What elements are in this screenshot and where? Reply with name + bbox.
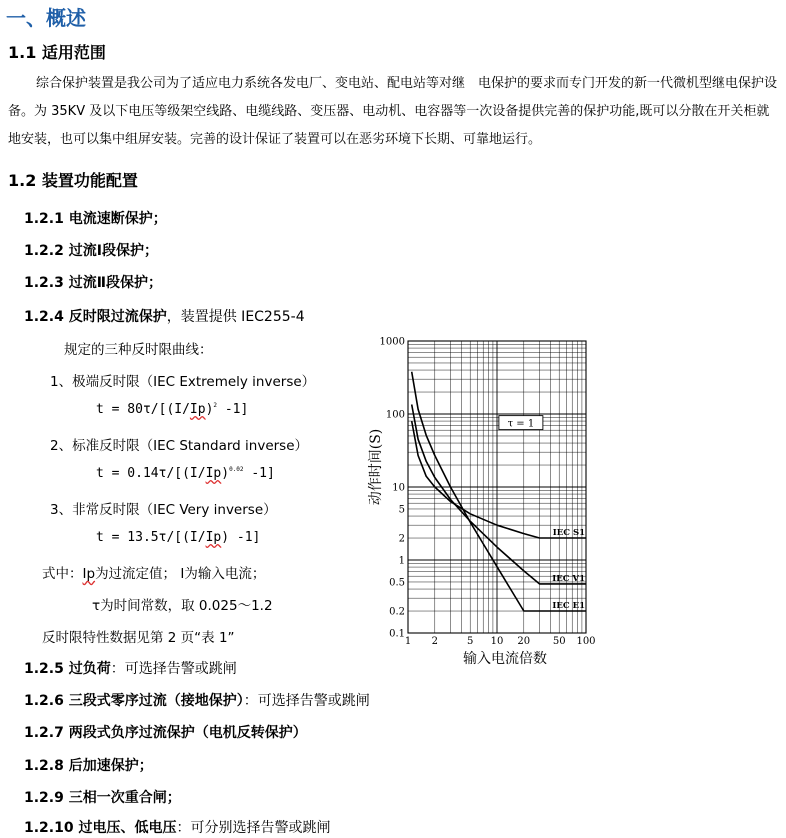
series-label: IEC V1	[552, 573, 585, 584]
y-tick-label: 0.5	[389, 577, 405, 589]
item-1-2-5: 1.2.5 过负荷：可选择告警或跳闸	[24, 661, 237, 677]
inverse-time-chart	[358, 330, 598, 670]
y-tick-label: 0.2	[389, 606, 405, 618]
item-1-2-8: 1.2.8 后加速保护；	[24, 758, 153, 774]
item-1-2-7: 1.2.7 两段式负序过流保护（电机反转保护）	[24, 725, 307, 741]
y-tick-label: 1000	[379, 336, 405, 348]
y-tick-label: 100	[385, 409, 405, 421]
section-1-2-title: 1.2 装置功能配置	[8, 171, 138, 190]
y-tick-label: 10	[392, 482, 405, 494]
section-1-1-title: 1.1 适用范围	[8, 43, 106, 62]
y-axis-title: 动作时间(S)	[368, 428, 384, 506]
section-heading: 一、概述	[6, 6, 86, 30]
series-label: IEC E1	[552, 601, 585, 612]
curve-1-name: 1、极端反时限（IEC Extremely inverse）	[50, 374, 316, 390]
x-tick-label: 1	[404, 636, 412, 647]
x-axis-title: 输入电流倍数	[463, 651, 547, 667]
x-tick-label: 2	[431, 636, 438, 647]
formula-tau: τ为时间常数，取 0.025～1.2	[92, 598, 273, 614]
formula-where: 式中：Ip为过流定值； I为输入电流；	[42, 566, 266, 582]
y-tick-label: 0.1	[389, 628, 405, 640]
x-tick-label: 50	[552, 636, 566, 647]
item-1-2-2: 1.2.2 过流Ⅰ段保护；	[24, 243, 158, 259]
y-tick-label: 5	[398, 504, 405, 516]
curves-intro: 规定的三种反时限曲线：	[64, 342, 213, 358]
item-1-2-4: 1.2.4 反时限过流保护，装置提供 IEC255-4	[24, 309, 305, 325]
section-1-1-paragraph: 综合保护装置是我公司为了适应电力系统各发电厂、变电站、配电站等对继 电保护的要求而专门开发的新一代微机型继电保护设备。为 35KV 及以下电压等级架空线路、电缆线路、变压器、电动机、电容器等一次设备提供完善的保护功能,既可以分散在开关柜就地安装，也可以集中组屏安装。完善的设计保证了装置可以在恶劣环境下长期、可靠地运行。	[8, 76, 778, 147]
y-tick-label: 2	[398, 533, 405, 545]
item-1-2-6: 1.2.6 三段式零序过流（接地保护）：可选择告警或跳闸	[24, 693, 370, 709]
y-tick-label: 1	[398, 555, 405, 567]
curve-2-name: 2、标准反时限（IEC Standard inverse）	[50, 438, 309, 454]
item-1-2-10: 1.2.10 过电压、低电压：可分别选择告警或跳闸	[24, 820, 331, 836]
item-1-2-3: 1.2.3 过流Ⅱ段保护；	[24, 275, 162, 291]
table-reference: 反时限特性数据见第 2 页“表 1”	[42, 630, 235, 646]
curve-1-formula: $t = 80\tau/[(I/Ip)^2$ -1]	[96, 402, 249, 417]
x-tick-label: 100	[576, 636, 596, 647]
item-1-2-9: 1.2.9 三相一次重合闸；	[24, 790, 181, 806]
curve-2-formula: $t = 0.14\tau/[(I/Ip)^{0.02}$ -1]	[96, 466, 275, 481]
item-1-2-1: 1.2.1 电流速断保护；	[24, 211, 167, 227]
x-tick-label: 5	[467, 636, 474, 647]
x-tick-label: 10	[490, 636, 504, 647]
annotation-text: τ = 1	[507, 418, 535, 430]
series-label: IEC S1	[552, 528, 585, 539]
curve-iec-s1	[412, 418, 586, 538]
curve-3-name: 3、非常反时限（IEC Very inverse）	[50, 502, 277, 518]
x-tick-label: 20	[517, 636, 531, 647]
curve-3-formula: t = 13.5τ/[(I/Ip) -1]	[96, 530, 261, 545]
